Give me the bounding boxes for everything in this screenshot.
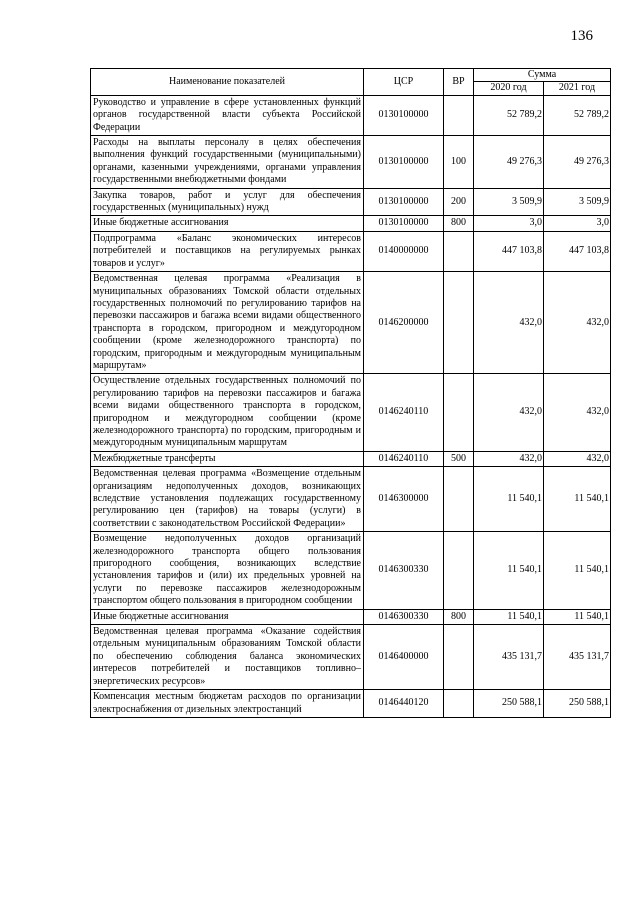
header-year-2020: 2020 год [474, 82, 544, 95]
row-csr: 0146240110 [364, 374, 444, 451]
budget-table [90, 68, 611, 718]
row-csr: 0130100000 [364, 136, 444, 189]
row-sum-2021: 3,0 [544, 216, 611, 231]
row-name: Закупка товаров, работ и услуг для обеспечения государственных (муниципальных) нужд [91, 188, 364, 216]
row-csr: 0130100000 [364, 95, 444, 135]
row-sum-2020: 3,0 [474, 216, 544, 231]
row-sum-2021: 432,0 [544, 374, 611, 451]
row-name: Компенсация местным бюджетам расходов по организации электроснабжения от дизельных электростанций [91, 690, 364, 718]
row-vr: 800 [444, 609, 474, 624]
row-sum-2021: 11 540,1 [544, 467, 611, 532]
row-vr: 500 [444, 451, 474, 466]
row-vr [444, 625, 474, 690]
row-name: Возмещение недополученных доходов организаций железнодорожного транспорта общего пользования пригородного сообщения, возникающих вследствие установления тарифов и (или) их предельных уровней на услуги по перевозке пассажиров железнодорожным транспортом общего пользования в пригородном сообщении [91, 532, 364, 609]
row-csr: 0146300000 [364, 467, 444, 532]
row-sum-2021: 11 540,1 [544, 609, 611, 624]
row-csr: 0146240110 [364, 451, 444, 466]
row-name: Подпрограмма «Баланс экономических интересов потребителей и поставщиков на регулируемых рынках товаров и услуг» [91, 231, 364, 271]
page-number: 136 [570, 28, 593, 44]
row-csr: 0140000000 [364, 231, 444, 271]
row-sum-2020: 3 509,9 [474, 188, 544, 216]
row-sum-2020: 432,0 [474, 451, 544, 466]
row-sum-2020: 11 540,1 [474, 467, 544, 532]
row-vr [444, 272, 474, 374]
row-sum-2021: 49 276,3 [544, 136, 611, 189]
row-name: Руководство и управление в сфере установленных функций органов государственной власти субъекта Российской Федерации [91, 95, 364, 135]
row-sum-2020: 52 789,2 [474, 95, 544, 135]
row-sum-2020: 49 276,3 [474, 136, 544, 189]
table-row [91, 690, 611, 718]
row-sum-2020: 447 103,8 [474, 231, 544, 271]
table-row [91, 467, 611, 532]
row-sum-2021: 435 131,7 [544, 625, 611, 690]
table-row [91, 532, 611, 609]
row-vr [444, 690, 474, 718]
table-row [91, 451, 611, 466]
row-sum-2020: 432,0 [474, 272, 544, 374]
header-name: Наименование показателей [91, 69, 364, 96]
row-sum-2021: 250 588,1 [544, 690, 611, 718]
row-sum-2020: 250 588,1 [474, 690, 544, 718]
row-sum-2021: 432,0 [544, 272, 611, 374]
row-sum-2021: 447 103,8 [544, 231, 611, 271]
header-vr: ВР [444, 69, 474, 96]
row-name: Ведомственная целевая программа «Оказание содействия отдельным муниципальным образованиям Томской области по обеспечению соблюдения баланса экономических интересов потребителей и поставщиков топливно–энергетических ресурсов» [91, 625, 364, 690]
row-sum-2020: 435 131,7 [474, 625, 544, 690]
table-row [91, 625, 611, 690]
row-name: Осуществление отдельных государственных полномочий по регулированию тарифов на перевозки пассажиров и багажа всеми видами общественного транспорта в городском, пригородном и междугородном сообщении (кроме железнодорожного транспорта) по городским, пригородным и междугородным муниципальным маршрутам [91, 374, 364, 451]
row-vr [444, 95, 474, 135]
header-csr: ЦСР [364, 69, 444, 96]
row-vr: 800 [444, 216, 474, 231]
row-sum-2020: 11 540,1 [474, 532, 544, 609]
row-sum-2021: 11 540,1 [544, 532, 611, 609]
row-csr: 0130100000 [364, 188, 444, 216]
row-csr: 0146400000 [364, 625, 444, 690]
table-row [91, 216, 611, 231]
row-sum-2020: 432,0 [474, 374, 544, 451]
row-csr: 0146300330 [364, 609, 444, 624]
table-row [91, 231, 611, 271]
row-vr [444, 231, 474, 271]
header-year-2021: 2021 год [544, 82, 611, 95]
row-vr: 200 [444, 188, 474, 216]
row-vr [444, 374, 474, 451]
row-name: Ведомственная целевая программа «Реализация в муниципальных образованиях Томской области отдельных государственных полномочий по регулированию тарифов на перевозки пассажиров и багажа всеми видами общественного транспорта в городском, пригородном и междугородном сообщении (кроме железнодорожного транспорта) по городским, пригородным и междугородным муниципальным маршрутам» [91, 272, 364, 374]
row-sum-2021: 52 789,2 [544, 95, 611, 135]
row-sum-2021: 3 509,9 [544, 188, 611, 216]
table-row [91, 136, 611, 189]
table-row [91, 374, 611, 451]
row-csr: 0146300330 [364, 532, 444, 609]
header-sum: Сумма [474, 69, 611, 82]
row-vr [444, 467, 474, 532]
row-name: Расходы на выплаты персоналу в целях обеспечения выполнения функций государственными (муниципальными) органами, казенными учреждениями, органами управления государственными внебюджетными фондами [91, 136, 364, 189]
row-name: Иные бюджетные ассигнования [91, 216, 364, 231]
row-vr: 100 [444, 136, 474, 189]
table-row [91, 272, 611, 374]
row-name: Иные бюджетные ассигнования [91, 609, 364, 624]
table-row [91, 95, 611, 135]
row-name: Ведомственная целевая программа «Возмещение отдельным организациям недополученных доходов, возникающих вследствие установления подлежащих государственному регулированию цен (тарифов) на товары (услуги) в соответствии с законодательством Российской Федерации» [91, 467, 364, 532]
table-row [91, 188, 611, 216]
row-sum-2021: 432,0 [544, 451, 611, 466]
row-vr [444, 532, 474, 609]
row-csr: 0146200000 [364, 272, 444, 374]
row-name: Межбюджетные трансферты [91, 451, 364, 466]
row-sum-2020: 11 540,1 [474, 609, 544, 624]
row-csr: 0146440120 [364, 690, 444, 718]
row-csr: 0130100000 [364, 216, 444, 231]
table-row [91, 609, 611, 624]
